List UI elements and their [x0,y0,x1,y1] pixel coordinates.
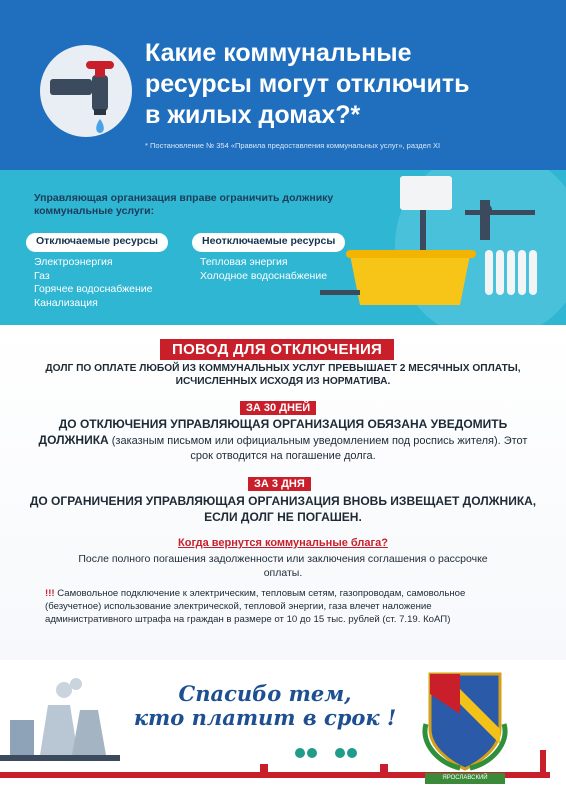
title-line: Какие коммунальные [145,39,412,67]
days3-text: ДО ОГРАНИЧЕНИЯ УПРАВЛЯЮЩАЯ ОРГАНИЗАЦИЯ ВНОВЬ ИЗВЕЩАЕТ ДОЛЖНИКА, ЕСЛИ ДОЛГ НЕ ПОГАШЕН. [29,494,537,524]
list-item: Газ [34,269,50,282]
list-item: Канализация [34,296,98,309]
list-item: Горячее водоснабжение [34,283,153,295]
list-item: Холодное водоснабжение [200,269,328,282]
on-resources-title: Неотключаемые ресурсы [192,233,345,252]
days30-badge: ЗА 30 ДНЕЙ [240,401,316,415]
warning-mark: !!! [45,588,55,599]
title-line: ресурсы могут отключить [145,70,470,98]
header-banner [0,0,566,170]
days3-badge: ЗА 3 ДНЯ [248,477,311,491]
band-intro: Управляющая организация вправе ограничить должнику коммунальные услуги: [34,192,334,217]
warning-text [45,587,515,626]
on-resources-list [200,256,327,283]
plumbing-illustration [320,170,566,325]
coat-of-arms-icon [420,664,510,774]
thanks-slogan [125,682,405,730]
days30-text [28,417,538,464]
title-line: в жилых домах?* [145,101,361,129]
footnote: * Постановление № 354 «Правила предоставления коммунальных услуг», раздел XI [145,141,441,150]
days30-rest: (заказным письмом или официальным уведомлением под роспись жителя). Этот срок отводится на погашение долга. [108,435,528,462]
resources-band [0,170,566,325]
footer [0,660,566,800]
list-item: Тепловая энергия [200,256,288,268]
page-title [145,38,545,131]
days30-bold: ДО ОТКЛЮЧЕНИЯ УПРАВЛЯЮЩАЯ ОРГАНИЗАЦИЯ ОБЯЗАНА УВЕДОМИТЬ ДОЛЖНИКА [38,417,508,447]
faucet-icon [40,45,132,137]
cause-title: ПОВОД ДЛЯ ОТКЛЮЧЕНИЯ [160,339,394,360]
coat-label: ЯРОСЛАВСКИЙ [425,773,505,784]
info-section [0,325,566,670]
answer-text: После полного погашения задолженности или заключения соглашения о рассрочке оплаты. [78,553,488,579]
slogan-line: кто платит в срок ! [133,705,397,730]
cause-text: ДОЛГ ПО ОПЛАТЕ ЛЮБОЙ ИЗ КОММУНАЛЬНЫХ УСЛУГ ПРЕВЫШАЕТ 2 МЕСЯЧНЫХ ОПЛАТЫ, ИСЧИСЛЕННЫХ ИСХОДЯ ИЗ НОРМАТИВА. [45,363,521,387]
slogan-line: Спасибо тем, [178,681,352,706]
warning-body: Самовольное подключение к электрическим, тепловым сетям, газопроводам, самовольное (безучетное) использование электрической, тепловой энергии, газа влечет наложение административного штрафа на граждан в размере от 10 до 15 тыс. рублей (ст. 7.19. КоАП) [45,588,466,625]
question-heading: Когда вернутся коммунальные блага? [178,537,388,549]
off-resources-list [34,256,152,310]
list-item: Электроэнергия [34,256,113,268]
off-resources-title: Отключаемые ресурсы [26,233,168,252]
